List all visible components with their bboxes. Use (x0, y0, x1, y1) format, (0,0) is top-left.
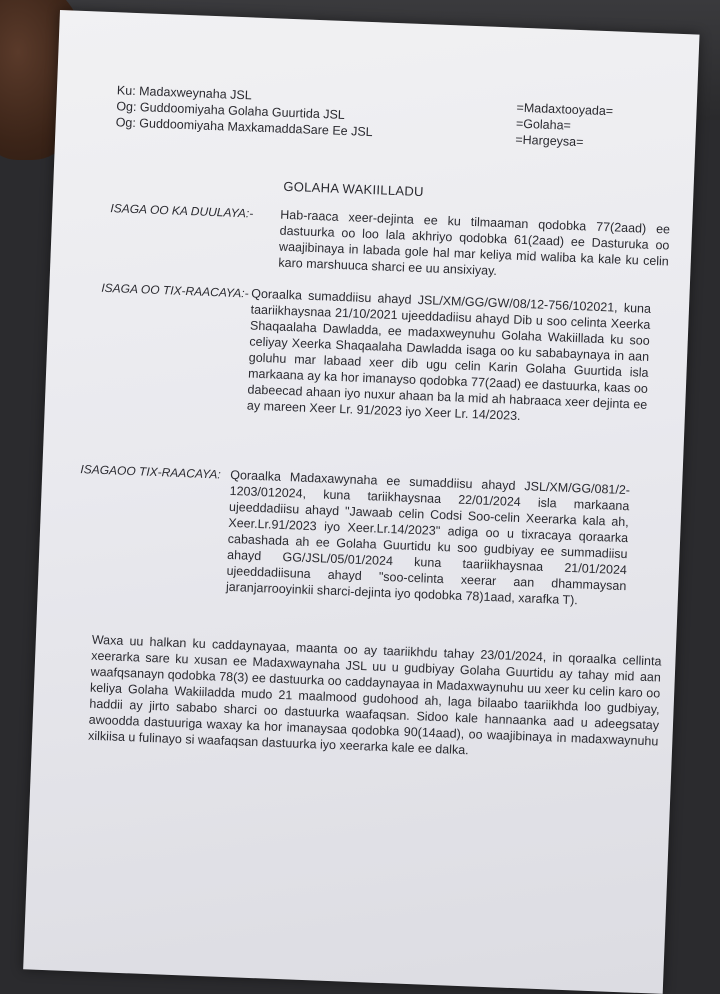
recipient-line: Og: Guddoomiyaha MaxkamaddaSare Ee JSL (115, 115, 373, 140)
section-text: Hab-raaca xeer-dejinta ee ku tilmaaman qodobka 77(2aad) ee dastuurka oo loo lala akhriyo qodobka 61(2aad) ee Dasturuka oo waajibinaya in labada gole hal mar keliya mid waliba ka kale ku celin karo marshuuca sharci ee uu ansixiyay. (278, 207, 671, 278)
document-body (23, 10, 699, 994)
recipient-line: Ku: Madaxweynaha JSL (116, 83, 252, 103)
recipient-line: Og: Guddoomiyaha Golaha Guurtida JSL (116, 99, 346, 123)
letter-paper (23, 10, 699, 994)
section-label: ISAGAOO TIX-RAACAYA: (80, 462, 222, 482)
section-label: ISAGA OO KA DUULAYA:- (110, 201, 254, 221)
sender-line: =Golaha= (515, 116, 572, 133)
declaration-paragraph: Waxa uu halkan ku caddaynayaa, maanta oo ay taariikhdu tahay 23/01/2024, in qoraalka cellinta xeerarka sare ku xusan ee Madaxwaynaha JSL uu u gudbiyay Golaha Guurtidu ay tahay mid aan waafqsanayn qodobka 78(3) ee dastuurka oo caddaynayaa in Madaxwaynuhu uu xeer ku celin karo oo keliya Golaha Wakiiladda mudo 21 maalmood gudohood ah, laga bilaabo taariikhda loo gudbiyay, haddii ay jirto sababo sharci oo dastuurka waafaqsan. Sidoo kale hannaanka aad u adeegsatay awoodda dastuuriga waxay ka hor imanaysaa qodobka 90(14aad), oo waajibinaya in madaxwaynuhu xilkiisa u fulinayo si waafaqsan dastuurka iyo xeerarka kale ee dalka. (87, 632, 662, 758)
sender-line: =Madaxtooyada= (516, 100, 614, 119)
section-text: Qoraalka sumaddiisu ahayd JSL/XM/GG/GW/08/12-756/102021, kuna taariikhaysnaa 21/10/2021 ujeeddadiisu ahayd Dib u soo celinta Xeerka Shaqaalaha Dawladda, ee madaxweynuhu Golaha Wakiillada ku soo celiyay Xeerka Shaqaalaha Dawladda isaga oo ku sababaynaya in aan goluhu mar labaad xeer dib ugu celin Karin Golaha Guurtida isla markaana ay ka hor imanayso qodobka 77(2aad) ee dastuurka, kaas oo dabeecad ahaan iyo nuxur ahaan ba la mid ah habraaca xeer dejinta ee ay mareen Xeer Lr. 91/2023 iyo Xeer Lr. 14/2023. (246, 286, 652, 423)
sender-line: =Hargeysa= (515, 132, 584, 150)
sender-block (515, 100, 613, 152)
document-title: GOLAHA WAKIILLADU (283, 178, 425, 200)
section-label: ISAGA OO TIX-RAACAYA:- (101, 280, 249, 301)
section-text: Qoraalka Madaxawynaha ee sumaddiisu ahayd JSL/XM/GG/081/2-1203/012024, kuna tariikhaysnaa 22/01/2024 isla markaana ujeeddadiisu ahayd "Jawaab celin Codsi Soo-celin Xeerarka kala ah, Xeer.Lr.91/2023 iyo Xeer.Lr.14/2023" adiga oo u tixracaya qoraarka cabashada ah ee Golaha Guurtidu ku soo gudbiyay ee summadiisu ahayd GG/JSL/05/01/2024 kuna taariikhaysnaa 21/01/2024 ujeeddadiisuna ahayd "soo-celinta xeerar aan dhammaysan jaranjarrooyinkii sharci-dejinta iyo qodobka 78)1aad, xarafka T). (225, 467, 631, 608)
recipient-block (115, 82, 374, 140)
